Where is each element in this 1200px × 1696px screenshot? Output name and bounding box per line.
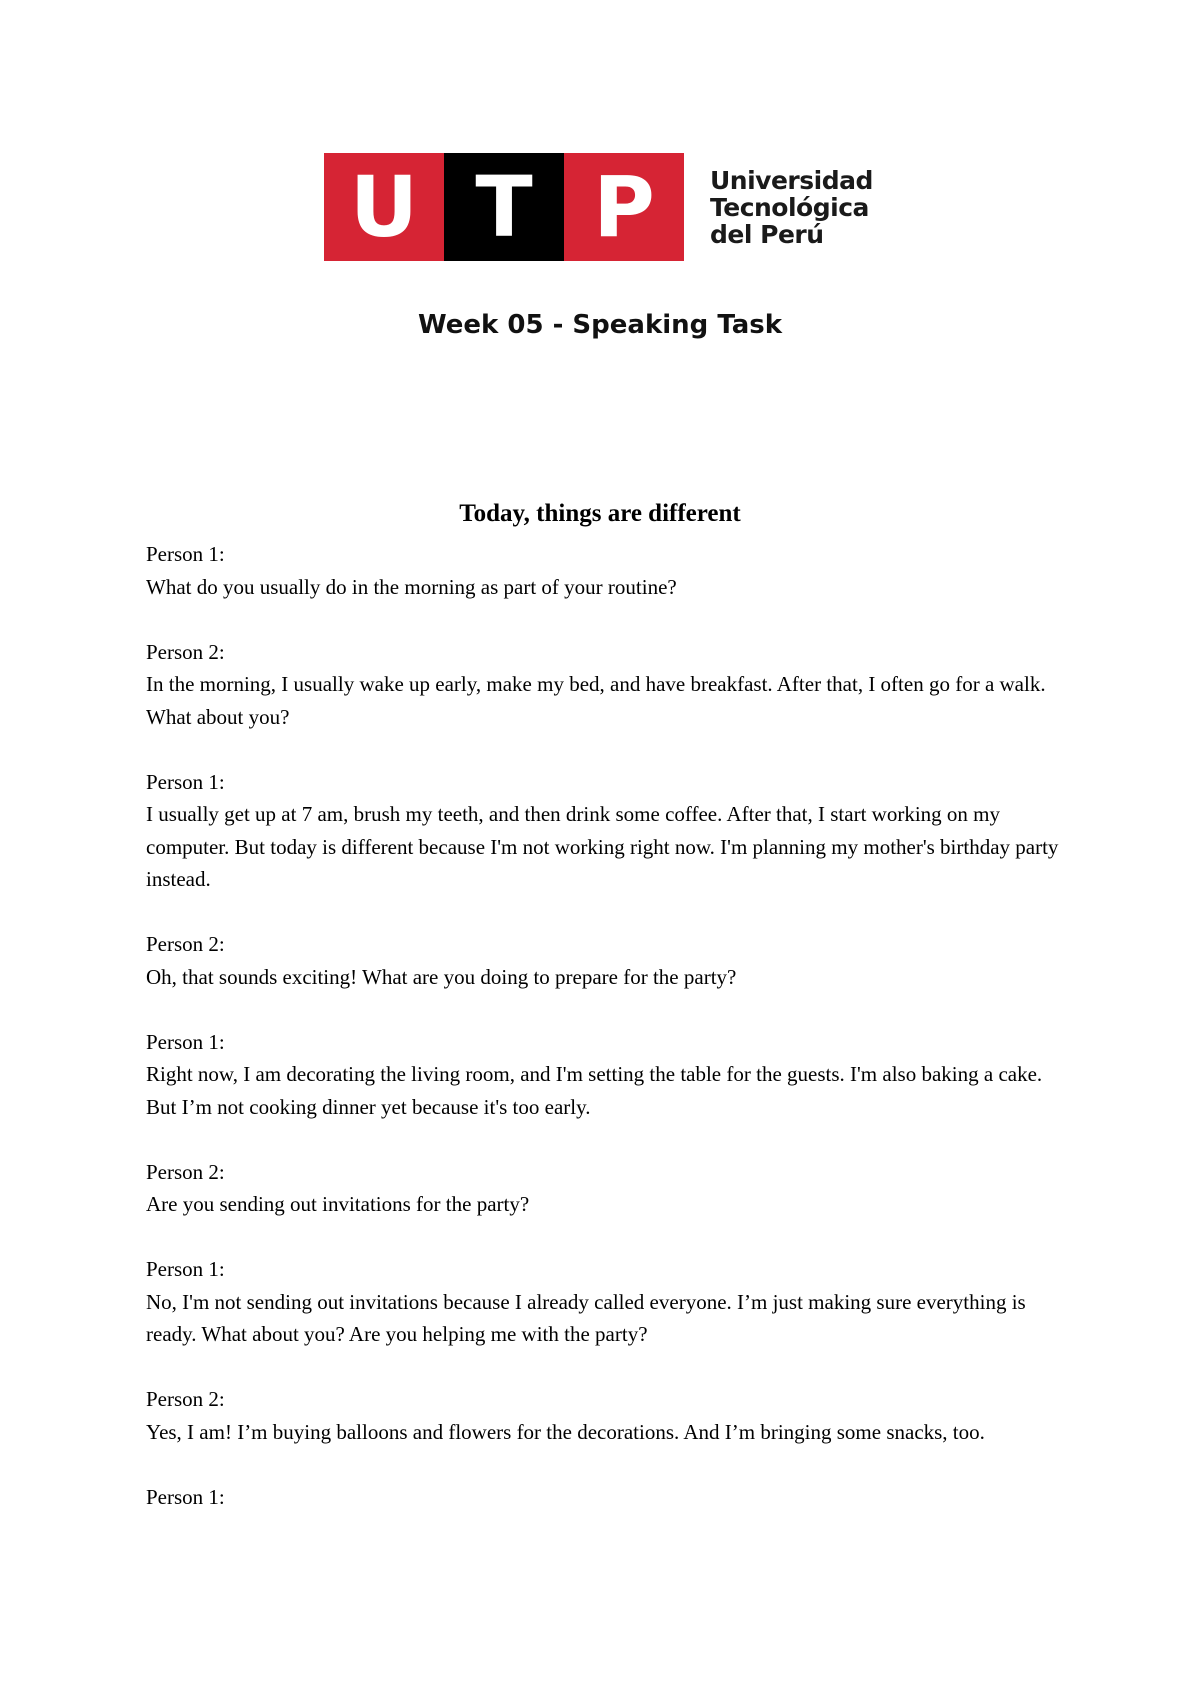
dialogue-turn (146, 766, 1066, 896)
logo-text-line-3: del Perú (710, 219, 824, 249)
speech-text: What do you usually do in the morning as part of your routine? (146, 574, 677, 599)
speech-text: In the morning, I usually wake up early, make my bed, and have breakfast. After that, I often go for a walk. What about you? (146, 672, 1046, 729)
dialogue-turn (146, 1383, 1066, 1448)
dialogue-turn (146, 1253, 1066, 1351)
dialogue-title: Today, things are different (459, 500, 741, 527)
speaker-label: Person 1: (146, 1029, 225, 1054)
speech-text: Oh, that sounds exciting! What are you doing to prepare for the party? (146, 964, 737, 989)
speech-text: Are you sending out invitations for the party? (146, 1192, 530, 1216)
logo-text-line-1: Universidad (710, 165, 873, 195)
speaker-label: Person 2: (146, 639, 225, 664)
dialogue-turn (146, 928, 1066, 993)
speech-text: I usually get up at 7 am, brush my teeth, and then drink some coffee. After that, I start working on my computer. But today is different because I'm not working right now. I'm planning my mother's birthday party instead. (146, 802, 1059, 891)
speaker-label: Person 1: (146, 1257, 225, 1281)
logo-text-line-2: Tecnológica (710, 192, 869, 222)
speech-text: Right now, I am decorating the living room, and I'm setting the table for the guests. I'm also baking a cake. But I’m not cooking dinner yet because it's too early. (146, 1062, 1043, 1119)
dialogue-turn (146, 1156, 1066, 1221)
logo-letter-p: P (564, 153, 684, 261)
document-title: Week 05 - Speaking Task (417, 310, 783, 340)
dialogue-turn (146, 636, 1066, 734)
speech-text: Yes, I am! I’m buying balloons and flowers for the decorations. And I’m bringing some snacks, too. (146, 1419, 985, 1444)
speech-text: No, I'm not sending out invitations because I already called everyone. I’m just making sure everything is ready. What about you? Are you helping me with the party? (146, 1289, 1026, 1346)
logo-letter-u: U (324, 153, 444, 261)
dialogue-turn (146, 538, 1066, 603)
speaker-label: Person 1: (146, 1484, 225, 1509)
logo-wordmark (710, 167, 873, 248)
speaker-label: Person 1: (146, 769, 225, 794)
dialogue-body (146, 538, 1066, 1546)
speaker-label: Person 2: (146, 1159, 225, 1184)
dialogue-turn (146, 1481, 1066, 1514)
speaker-label: Person 1: (146, 542, 225, 566)
speaker-label: Person 2: (146, 1387, 225, 1411)
logo-letter-t: T (444, 153, 564, 261)
utp-logo (324, 153, 873, 261)
dialogue-turn (146, 1026, 1066, 1124)
speaker-label: Person 2: (146, 932, 225, 956)
